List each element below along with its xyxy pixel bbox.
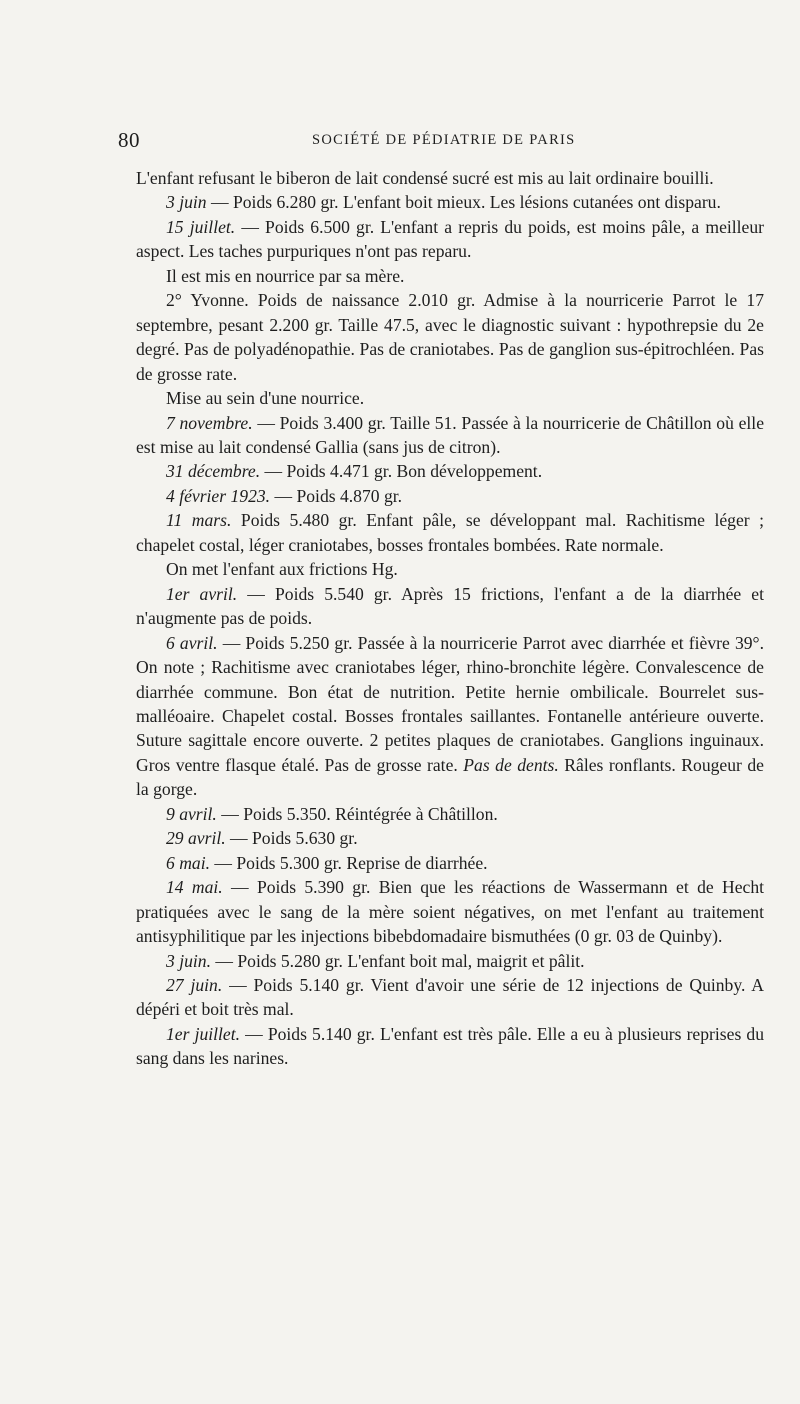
- paragraph-text: — Poids 5.280 gr. L'enfant boit mal, maigrit et pâlit.: [210, 950, 585, 971]
- paragraph: [136, 826, 764, 850]
- paragraph: [136, 264, 764, 288]
- paragraph: [136, 411, 764, 460]
- paragraph: [136, 949, 764, 973]
- paragraph-text: — Poids 5.250 gr. Passée à la nourricerie Parrot avec diarrhée et fièvre 39°. On note ; Rachitisme avec craniotabes léger, rhino-bronchite légère. Convalescence de diarrhée commune. Bon état de nutrition. Petite hernie ombilicale. Bourrelet sus-malléoaire. Chapelet costal. Bosses frontales saillantes. Fontanelle antérieure ouverte. Suture sagittale encore ouverte. 2 petites plaques de craniotabes. Ganglions inguinaux. Gros ventre flasque étalé. Pas de grosse rate.: [136, 632, 764, 775]
- paragraph: [136, 508, 764, 557]
- paragraph-italic-text: Pas de dents.: [457, 754, 559, 775]
- paragraph: [136, 288, 764, 386]
- entry-date: 1er juillet.: [166, 1023, 241, 1044]
- running-head: SOCIÉTÉ DE PÉDIATRIE DE PARIS: [312, 132, 576, 148]
- page-number: 80: [118, 128, 140, 152]
- entry-date: 7 novembre.: [166, 412, 253, 433]
- paragraph-text: — Poids 5.630 gr.: [225, 828, 358, 849]
- paragraph: [136, 631, 764, 802]
- paragraph-text: — Poids 5.390 gr. Bien que les réactions de Wassermann et de Hecht pratiquées avec le sang de la mère soient négatives, on met l'enfant au traitement antisyphilitique par les injections bibebdomadaire bismuthées (0 gr. 03 de Quinby).: [136, 877, 765, 947]
- entry-date: 14 mai.: [166, 877, 223, 898]
- paragraph: [136, 802, 764, 826]
- paragraph: [136, 190, 764, 214]
- paragraph-text: — Poids 4.870 gr.: [270, 485, 403, 506]
- entry-date: 9 avril.: [166, 803, 217, 824]
- paragraph: [136, 973, 764, 1022]
- paragraph: [136, 1022, 764, 1071]
- entry-date: 3 juin.: [166, 950, 211, 971]
- paragraph-text: — Poids 4.471 gr. Bon développement.: [260, 461, 543, 482]
- entry-date: 6 avril.: [166, 632, 218, 653]
- paragraph-text: Mise au sein d'une nourrice.: [166, 388, 365, 409]
- paragraph-text: 2° Yvonne. Poids de naissance 2.010 gr. Admise à la nourricerie Parrot le 17 septembre, pesant 2.200 gr. Taille 47.5, avec le diagnostic suivant : hypothrepsie du 2e degré. Pas de polyadénopathie. Pas de craniotabes. Pas de ganglion sus-épitrochléen. Pas de grosse rate.: [136, 290, 764, 384]
- paragraph-text: — Poids 5.300 gr. Reprise de diarrhée.: [209, 852, 488, 873]
- page-header: [118, 128, 734, 154]
- paragraph-text: Il est mis en nourrice par sa mère.: [166, 265, 405, 286]
- paragraph: [136, 386, 764, 410]
- paragraph-text: — Poids 6.500 gr. L'enfant a repris du poids, est moins pâle, a meilleur aspect. Les taches purpuriques n'ont pas reparu.: [136, 216, 765, 262]
- entry-date: 6 mai.: [166, 852, 210, 873]
- entry-date: 27 juin.: [166, 974, 223, 995]
- paragraph-text: — Poids 5.540 gr. Après 15 frictions, l'enfant a de la diarrhée et n'augmente pas de poids.: [136, 583, 764, 629]
- entry-date: 15 juillet.: [166, 216, 236, 237]
- paragraph: [136, 875, 764, 948]
- paragraph-text: — Poids 5.350. Réintégrée à Châtillon.: [216, 803, 498, 824]
- paragraph-text: — Poids 3.400 gr. Taille 51. Passée à la nourricerie de Châtillon où elle est mise au lait condensé Gallia (sans jus de citron).: [136, 412, 765, 457]
- entry-date: 31 décembre.: [166, 461, 261, 482]
- paragraph: [136, 215, 764, 264]
- entry-date: 1er avril.: [166, 583, 238, 604]
- paragraph: [136, 582, 764, 631]
- entry-date: 4 février 1923.: [166, 485, 271, 506]
- paragraph-text: On met l'enfant aux frictions Hg.: [166, 559, 398, 580]
- entry-date: 3 juin: [166, 192, 207, 213]
- paragraph: [136, 459, 764, 483]
- entry-date: 11 mars.: [166, 510, 232, 531]
- paragraph-text: — Poids 6.280 gr. L'enfant boit mieux. Les lésions cutanées ont disparu.: [206, 192, 721, 213]
- paragraph-text: L'enfant refusant le biberon de lait condensé sucré est mis au lait ordinaire bouilli.: [136, 168, 714, 188]
- paragraph: [136, 484, 764, 508]
- paragraph: [136, 166, 764, 190]
- body-text: [136, 166, 764, 1071]
- paragraph-text: — Poids 5.140 gr. L'enfant est très pâle. Elle a eu à plusieurs reprises du sang dans les narines.: [136, 1023, 764, 1069]
- paragraph: [136, 851, 764, 875]
- entry-date: 29 avril.: [166, 828, 226, 849]
- paragraph-text: Poids 5.480 gr. Enfant pâle, se développant mal. Rachitisme léger ; chapelet costal, léger craniotabes, bosses frontales bombées. Rate normale.: [136, 510, 765, 555]
- paragraph-tail-text: Râles ronflants. Rougeur de la gorge.: [136, 754, 764, 800]
- paragraph: [136, 557, 764, 581]
- paragraph-text: — Poids 5.140 gr. Vient d'avoir une série de 12 injections de Quinby. A dépéri et boit très mal.: [136, 974, 764, 1020]
